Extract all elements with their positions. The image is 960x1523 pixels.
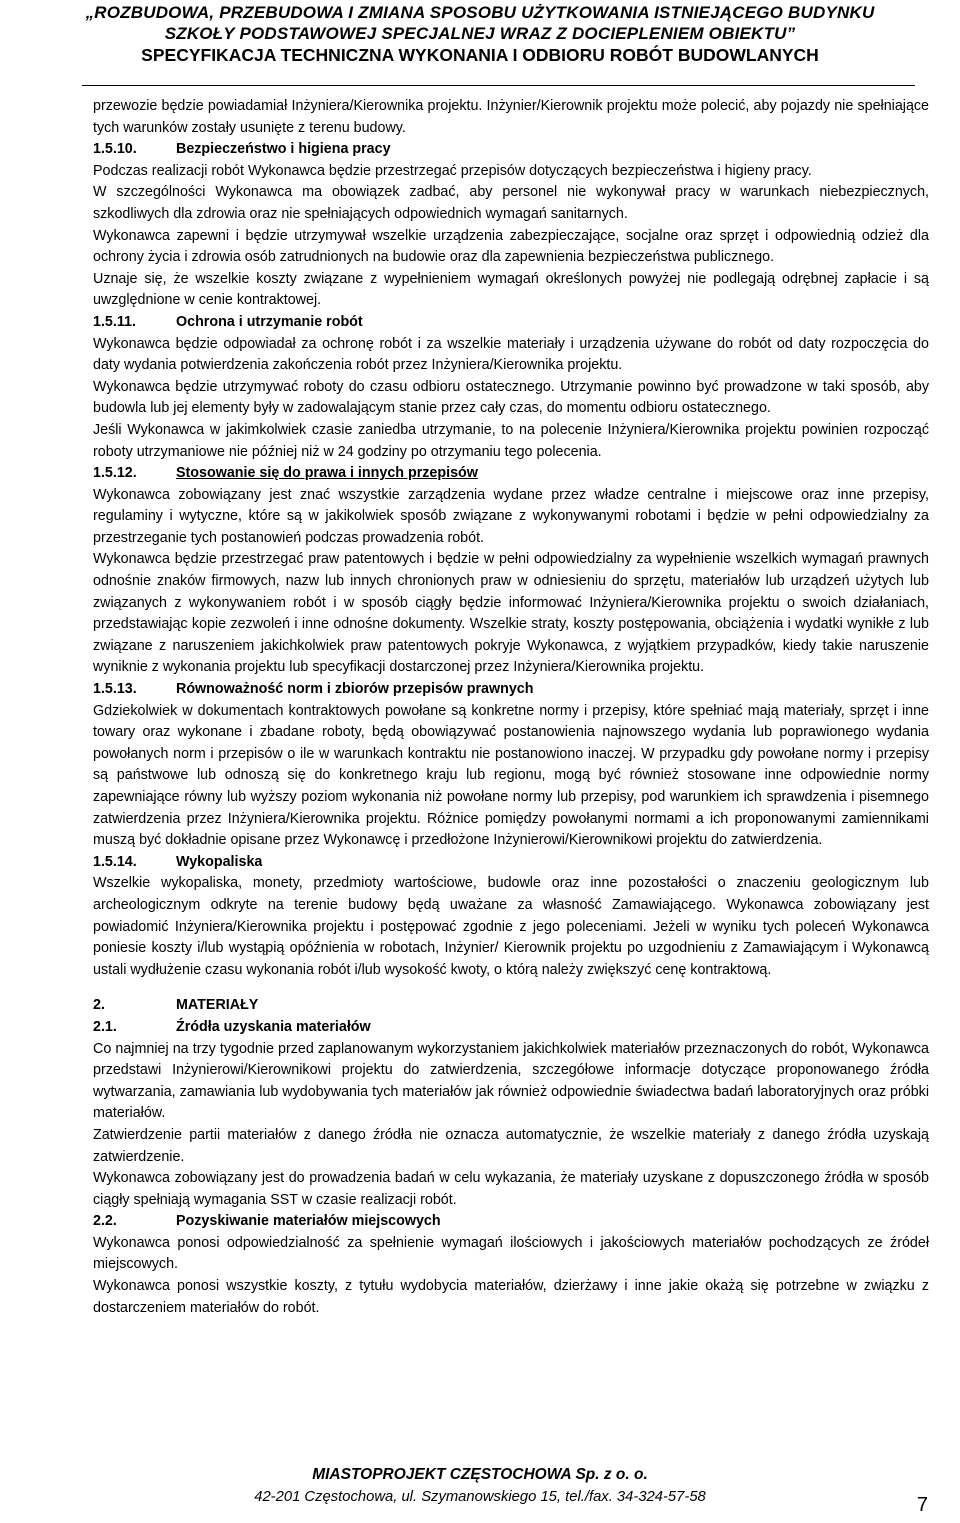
section-number: 1.5.14. (93, 853, 137, 870)
paragraph: Wykonawca zobowiązany jest do prowadzenia badań w celu wykazania, że materiały uzyskane z dopuszczonego źródła w sposób ciągły spełniają wymagania SST w czasie realizacji robót. (93, 1170, 929, 1208)
section-title: Stosowanie się do prawa i innych przepisów (176, 465, 478, 482)
page-footer (0, 1464, 960, 1508)
section-title: Wykopaliska (176, 853, 263, 870)
paragraph: W szczególności Wykonawca ma obowiązek zadbać, aby personel nie wykonywał pracy w warunkach niebezpiecznych, szkodliwych dla zdrowia oraz nie spełniających odpowiednich wymagań sanitarnych. (93, 184, 929, 222)
section-gap (93, 981, 929, 995)
document-body (93, 96, 929, 1319)
section-number: 1.5.12. (93, 465, 137, 482)
section-heading (93, 139, 929, 161)
section-heading (93, 312, 929, 334)
paragraph: Co najmniej na trzy tygodnie przed zaplanowanym wykorzystaniem jakichkolwiek materiałów przeznaczonych do robót, Wykonawca przedstawi Inżynierowi/Kierownikowi projektu do zatwierdzenia, szczegółowe informacje dotyczące proponowanego źródła wytwarzania, zamawiania lub wydobywania tych materiałów jak również odpowiednie świadectwa badań laboratoryjnych oraz próbki materiałów. (93, 1040, 929, 1122)
section-number: 1.5.13. (93, 681, 137, 698)
header-line-2: SZKOŁY PODSTAWOWEJ SPECJALNEJ WRAZ Z DOCIEPLENIEM OBIEKTU” (164, 24, 796, 43)
paragraph: Zatwierdzenie partii materiałów z danego źródła nie oznacza automatycznie, że wszelkie materiały z danego źródła uzyskają zatwierdzenie. (93, 1126, 929, 1165)
section-number: 2.1. (93, 1018, 117, 1035)
paragraph: Wykonawca będzie utrzymywać roboty do czasu odbioru ostatecznego. Utrzymanie powinno być prowadzone w taki sposób, aby budowla lub jej elementy były w zadowalającym stanie przez cały czas, do momentu odbioru ostatecznego. (93, 378, 929, 417)
header-line-1: „ROZBUDOWA, PRZEBUDOWA I ZMIANA SPOSOBU UŻYTKOWANIA ISTNIEJĄCEGO BUDYNKU (85, 3, 875, 22)
header-line-3: SPECYFIKACJA TECHNICZNA WYKONANIA I ODBIORU ROBÓT BUDOWLANYCH (141, 45, 819, 65)
paragraph: Wykonawca zobowiązany jest znać wszystkie zarządzenia wydane przez władze centralne i miejscowe oraz inne przepisy, regulaminy i wytyczne, które są w jakikolwiek sposób związane z wykonywanymi robotami i będzie w pełni odpowiedzialny za przestrzeganie tych postanowień podczas prowadzenia robót. (93, 486, 929, 546)
section-title: Źródła uzyskania materiałów (176, 1018, 371, 1035)
paragraph: Gdziekolwiek w dokumentach kontraktowych powołane są konkretne normy i przepisy, które spełniać mają materiały, sprzęt i inne towary oraz wykonane i zbadane roboty, będą obowiązywać postanowienia najnowszego wydania lub poprawionego wydania powołanych norm i przepisów o ile w warunkach kontraktu nie postanowiono inaczej. W przypadku gdy powołane normy i przepisy są państwowe lub odnoszą się do konkretnego kraju lub regionu, mogą być również stosowane inne odpowiednie normy zapewniające równy lub wyższy poziom wykonania niż powołane normy lub przepisy, pod warunkiem ich sprawdzenia i pisemnego zatwierdzenia przez Inżyniera/Kierownika projektu. Różnice pomiędzy powołanymi normami a ich proponowanymi zamiennikami muszą być dokładnie opisane przez Wykonawcę i przedłożone Inżynierowi/Kierownikowi projektu do zatwierdzenia. (93, 702, 929, 849)
section-heading (93, 679, 929, 701)
section-number: 2.2. (93, 1213, 117, 1230)
paragraph: Wykonawca będzie odpowiadał za ochronę robót i za wszelkie materiały i urządzenia używane do robót od daty rozpoczęcia do daty wydania potwierdzenia zakończenia robót przez Inżyniera/Kierownika projektu. (93, 335, 929, 374)
section-heading (93, 852, 929, 874)
paragraph: przewozie będzie powiadamiał Inżyniera/Kierownika projektu. Inżynier/Kierownik projektu może polecić, aby pojazdy nie spełniające tych warunków zostały usunięte z terenu budowy. (93, 98, 929, 136)
paragraph: Wykonawca zapewni i będzie utrzymywał wszelkie urządzenia zabezpieczające, socjalne oraz sprzęt i odpowiednią odzież dla ochrony życia i zdrowia osób zatrudnionych na budowie oraz dla zapewnienia bezpieczeństwa publicznego. (93, 227, 929, 266)
section-title: Ochrona i utrzymanie robót (176, 313, 363, 330)
section-title: MATERIAŁY (176, 997, 259, 1014)
section-number: 1.5.11. (93, 313, 136, 330)
section-heading (93, 463, 929, 485)
page-number: 7 (916, 1494, 928, 1516)
section-title: Bezpieczeństwo i higiena pracy (176, 141, 391, 158)
paragraph: Wykonawca ponosi odpowiedzialność za spełnienie wymagań ilościowych i jakościowych materiałów pochodzących ze źródeł miejscowych. (93, 1234, 929, 1273)
page-header (0, 2, 960, 67)
section-number: 2. (93, 997, 105, 1014)
header-divider (82, 85, 915, 86)
footer-company: MIASTOPROJEKT CZĘSTOCHOWA Sp. z o. o. (312, 1466, 648, 1483)
section-heading (93, 995, 929, 1017)
paragraph: Wykonawca będzie przestrzegać praw patentowych i będzie w pełni odpowiedzialny za wypełnienie wszelkich wymagań prawnych odnośnie znaków firmowych, nazw lub innych chronionych praw w odniesieniu do sprzętu, materiałów lub urządzeń użytych lub związanych z wykonywaniem robót i w sposób ciągły będzie informować Inżyniera/Kierownika projektu o swoich działaniach, przedstawiając kopie zezwoleń i inne odnośne dokumenty. Wszelkie straty, koszty postępowania, obciążenia i wydatki wynikłe z lub związane z naruszeniem jakichkolwiek praw patentowych pokryje Wykonawca, z wyjątkiem przypadków, kiedy takie naruszenie wyniknie z wykonania projektu lub specyfikacji dostarczonej przez Inżyniera/Kierownika projektu. (93, 551, 929, 676)
paragraph: Podczas realizacji robót Wykonawca będzie przestrzegać przepisów dotyczących bezpieczeństwa i higieny pracy. (93, 162, 812, 179)
paragraph: Wykonawca ponosi wszystkie koszty, z tytułu wydobycia materiałów, dzierżawy i inne jakie okażą się potrzebne w związku z dostarczeniem materiałów do robót. (93, 1278, 929, 1316)
paragraph: Jeśli Wykonawca w jakimkolwiek czasie zaniedba utrzymanie, to na polecenie Inżyniera/Kierownika projektu powinien rozpocząć roboty utrzymaniowe nie później niż w 24 godziny po otrzymaniu tego polecenia. (93, 421, 929, 460)
footer-address: 42-201 Częstochowa, ul. Szymanowskiego 15, tel./fax. 34-324-57-58 (254, 1489, 706, 1505)
section-number: 1.5.10. (93, 141, 137, 158)
paragraph: Uznaje się, że wszelkie koszty związane z wypełnieniem wymagań określonych powyżej nie podlegają odrębnej zapłacie i są uwzględnione w cenie kontraktowej. (93, 270, 929, 309)
section-title: Pozyskiwanie materiałów miejscowych (176, 1213, 441, 1230)
section-heading (93, 1017, 929, 1039)
paragraph: Wszelkie wykopaliska, monety, przedmioty wartościowe, budowle oraz inne pozostałości o znaczeniu geologicznym lub archeologicznym odkryte na terenie budowy będą uważane za własność Zamawiającego. Wykonawca zobowiązany jest powiadomić Inżyniera/Kierownika projektu i postępować zgodnie z jego poleceniami. Jeżeli w wyniku tych poleceń Wykonawca poniesie koszty i/lub wystąpią opóźnienia w robotach, Inżynier/ Kierownik projektu po uzgodnieniu z Zamawiającym i Wykonawcą ustali wydłużenie czasu wykonania robót i/lub wysokość kwoty, o którą należy zwiększyć cenę kontraktową. (93, 875, 929, 978)
section-heading (93, 1211, 929, 1233)
section-title: Równoważność norm i zbiorów przepisów prawnych (176, 681, 534, 698)
